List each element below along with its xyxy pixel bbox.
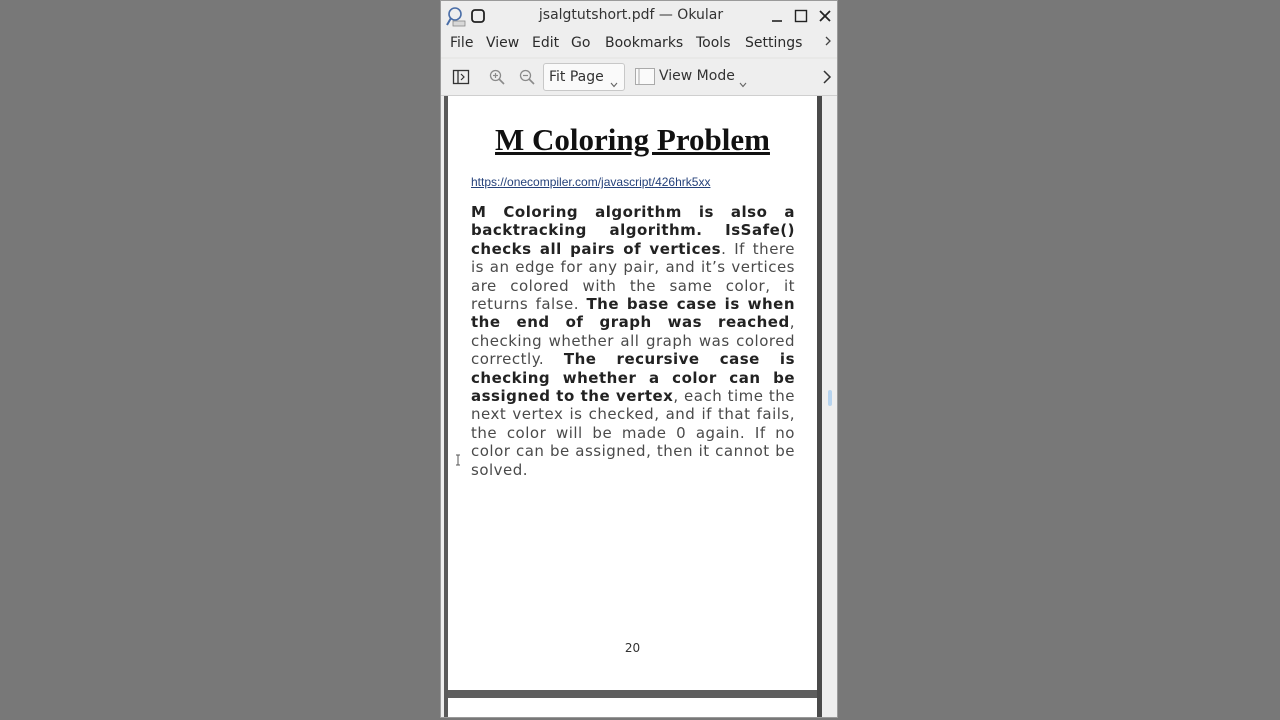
minimize-icon[interactable] <box>767 6 787 26</box>
paragraph-bold-segment: M Coloring algorithm is also a backtracking algorithm. IsSafe() checks all pairs of vertices <box>471 203 795 258</box>
page-separator <box>448 690 817 698</box>
paragraph-segment: , each time the next vertex is checked, and if that fails, the color will be made 0 again. If no color can be assigned, then it cannot be solved. <box>471 387 795 479</box>
menu-tools[interactable]: Tools <box>696 35 731 51</box>
zoom-in-icon[interactable] <box>487 67 507 87</box>
chevron-down-icon <box>739 73 747 92</box>
keep-above-icon[interactable] <box>469 7 487 25</box>
close-icon[interactable] <box>815 6 835 26</box>
menu-bar <box>441 31 837 57</box>
view-mode-icon <box>635 68 655 85</box>
menu-go[interactable]: Go <box>571 35 591 51</box>
title-bar[interactable] <box>441 1 837 31</box>
view-mode-label: View Mode <box>659 68 735 84</box>
paragraph-bold-segment: The base case is when the end of graph was reached <box>471 295 796 332</box>
zoom-select[interactable] <box>543 63 625 91</box>
paragraph-bold-segment: The recursive case is checking whether a color can be assigned to the vertex <box>471 350 796 406</box>
menu-bookmarks[interactable]: Bookmarks <box>605 35 684 51</box>
page-heading: M Coloring Problem <box>495 122 770 157</box>
menu-settings[interactable]: Settings <box>745 35 803 51</box>
view-mode-button[interactable] <box>635 65 755 89</box>
text-cursor-icon <box>455 451 461 463</box>
source-link[interactable]: https://onecompiler.com/javascript/426hrk5xx <box>471 175 711 189</box>
window-title: jsalgtutshort.pdf — Okular <box>538 7 724 23</box>
toolbar-overflow-icon[interactable] <box>817 67 837 87</box>
okular-icon[interactable] <box>445 5 467 27</box>
page-number: 20 <box>624 641 641 655</box>
vertical-scrollbar[interactable] <box>824 96 837 718</box>
menu-file[interactable]: File <box>450 35 474 51</box>
okular-window <box>440 0 838 718</box>
paragraph-segment: . If there is an edge for any pair, and it’s vertices are colored with the same color, it returns false. <box>471 239 795 314</box>
scrollbar-thumb[interactable] <box>828 390 832 406</box>
sidebar-toggle-icon[interactable] <box>451 67 471 87</box>
menu-overflow-icon[interactable] <box>824 35 832 51</box>
toolbar <box>441 59 837 96</box>
page-shadow <box>817 96 822 718</box>
paragraph-segment: , checking whether all graph was colored correctly. <box>471 313 795 369</box>
zoom-value: Fit Page <box>549 69 604 85</box>
pdf-page-next[interactable] <box>448 698 817 718</box>
menu-view[interactable]: View <box>486 35 520 51</box>
document-view[interactable] <box>441 96 837 718</box>
menu-edit[interactable]: Edit <box>532 35 560 51</box>
pdf-page[interactable] <box>448 96 817 690</box>
body-paragraph <box>471 203 795 479</box>
maximize-icon[interactable] <box>791 6 811 26</box>
zoom-out-icon[interactable] <box>517 67 537 87</box>
chevron-down-icon <box>610 73 618 92</box>
